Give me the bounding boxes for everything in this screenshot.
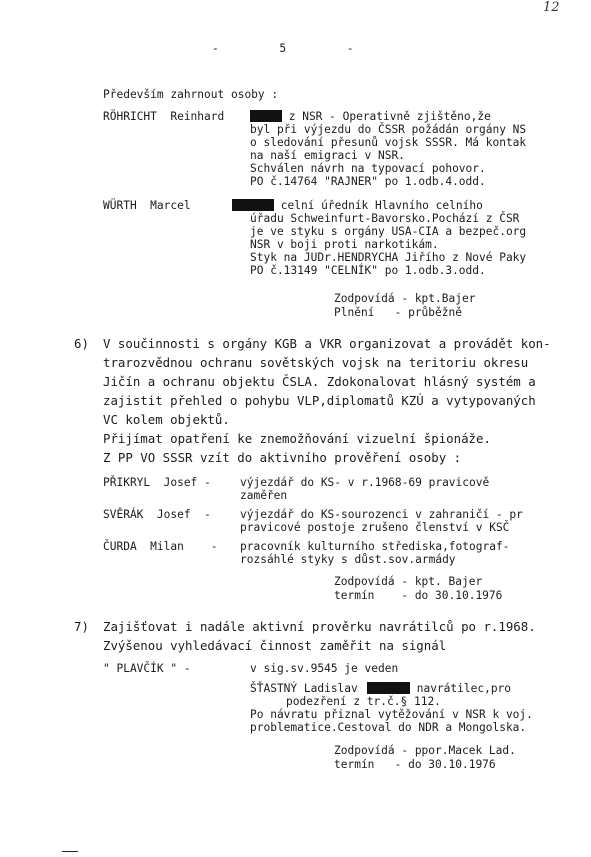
scan-mark: [62, 851, 78, 852]
signal-detail-line: problematice.Cestoval do NDR a Mongolska.: [250, 721, 527, 734]
redaction-bar: [232, 199, 274, 211]
person-name: SVĚRÁK Josef -: [103, 508, 211, 521]
person-detail-line: na naší emigraci v NSR.: [250, 149, 405, 162]
redaction-bar: [250, 110, 282, 122]
person-name: PŘIKRYL Josef -: [103, 476, 211, 489]
signal-detail-line: Po návratu přiznal vytěžování v NSR k voj.: [250, 708, 533, 721]
person-detail-line: úřadu Schweinfurt-Bavorsko.Pochází z ČSR: [250, 212, 520, 225]
person-detail-line: PO č.14764 "RAJNER" po 1.odb.4.odd.: [250, 175, 486, 188]
section-number: 6): [74, 336, 89, 351]
section-text-line: Jičín a ochranu objektu ČSLA. Zdokonalovat hlásný systém a: [103, 374, 536, 389]
person-detail-line: Styk na JUDr.HENDRYCHA Jiřího z Nové Paky: [250, 251, 527, 264]
section-text-line: Zvýšenou vyhledávací činnost zaměřit na signál: [103, 638, 447, 653]
responsible-line: termín - do 30.10.1976: [334, 589, 503, 602]
person-name: ČURDA Milan -: [103, 540, 218, 553]
person-detail-line: pravicové postoje zrušeno členství v KSČ: [240, 521, 510, 534]
person-detail-line: NSR v boji proti narkotikám.: [250, 238, 439, 251]
responsible-line: Plnění - průběžně: [334, 306, 462, 319]
person-detail-line: byl při výjezdu do ČSSR požádán orgány NS: [250, 123, 527, 136]
person-detail-line: pracovník kulturního střediska,fotograf-: [240, 540, 510, 553]
redaction-bar: [367, 682, 410, 694]
person-detail-line: o sledování přesunů vojsk SSSR. Má kontak: [250, 136, 527, 149]
signal-detail-line: navrátilec,pro: [410, 682, 512, 695]
signal-person-name: ŠŤASTNÝ Ladislav: [250, 682, 365, 695]
person-detail-line: výjezdář do KS- v r.1968-69 pravicově: [240, 476, 490, 489]
section-text-line: trarozvědnou ochranu sovětských vojsk na teritoriu okresu: [103, 355, 529, 370]
person-detail-line: rozsáhlé styky s důst.sov.armády: [240, 553, 456, 566]
person-detail-line: zaměřen: [240, 489, 288, 502]
responsible-line: termín - do 30.10.1976: [334, 758, 496, 771]
page-folio-mark: 12: [543, 0, 560, 15]
section-text-line: V součinnosti s orgány KGB a VKR organizovat a provádět kon-: [103, 336, 551, 351]
section-text-line: VC kolem objektů.: [103, 412, 230, 427]
section-text-line: Z PP VO SSSR vzít do aktivního prověření osoby :: [103, 450, 462, 465]
person-name: WÜRTH Marcel: [103, 199, 191, 212]
signal-name: " PLAVČÍK " -: [103, 662, 191, 675]
person-detail-line: z NSR - Operativně zjištěno,že: [282, 110, 491, 123]
signal-detail-line: podezření z tr.č.§ 112.: [286, 695, 441, 708]
person-name: RÖHRICHT Reinhard: [103, 110, 225, 123]
person-detail-line: celní úředník Hlavního celního: [274, 199, 483, 212]
section-number: 7): [74, 619, 89, 634]
section-header: Především zahrnout osoby :: [103, 88, 279, 101]
section-text-line: Přijímat opatření ke znemožňování vizuelní špionáže.: [103, 431, 491, 446]
person-detail-line: PO č.13149 "CELNÍK" po 1.odb.3.odd.: [250, 264, 486, 277]
responsible-line: Zodpovídá - kpt. Bajer: [334, 575, 483, 588]
section-text-line: Zajišťovat i nadále aktivní prověrku navrátilců po r.1968.: [103, 619, 536, 634]
section-text-line: zajistit přehled o pohybu VLP,diplomatů KZÚ a vytypovaných: [103, 393, 536, 408]
person-detail-line: výjezdář do KS-sourozenci v zahraničí - pr: [240, 508, 523, 521]
responsible-line: Zodpovídá - ppor.Macek Lad.: [334, 744, 516, 757]
person-detail-line: je ve styku s orgány USA-CIA a bezpeč.org: [250, 225, 527, 238]
person-detail-line: Schválen návrh na typovací pohovor.: [250, 162, 486, 175]
signal-detail-line: v sig.sv.9545 je veden: [250, 662, 399, 675]
page-number: - 5 -: [212, 42, 354, 55]
responsible-line: Zodpovídá - kpt.Bajer: [334, 292, 476, 305]
